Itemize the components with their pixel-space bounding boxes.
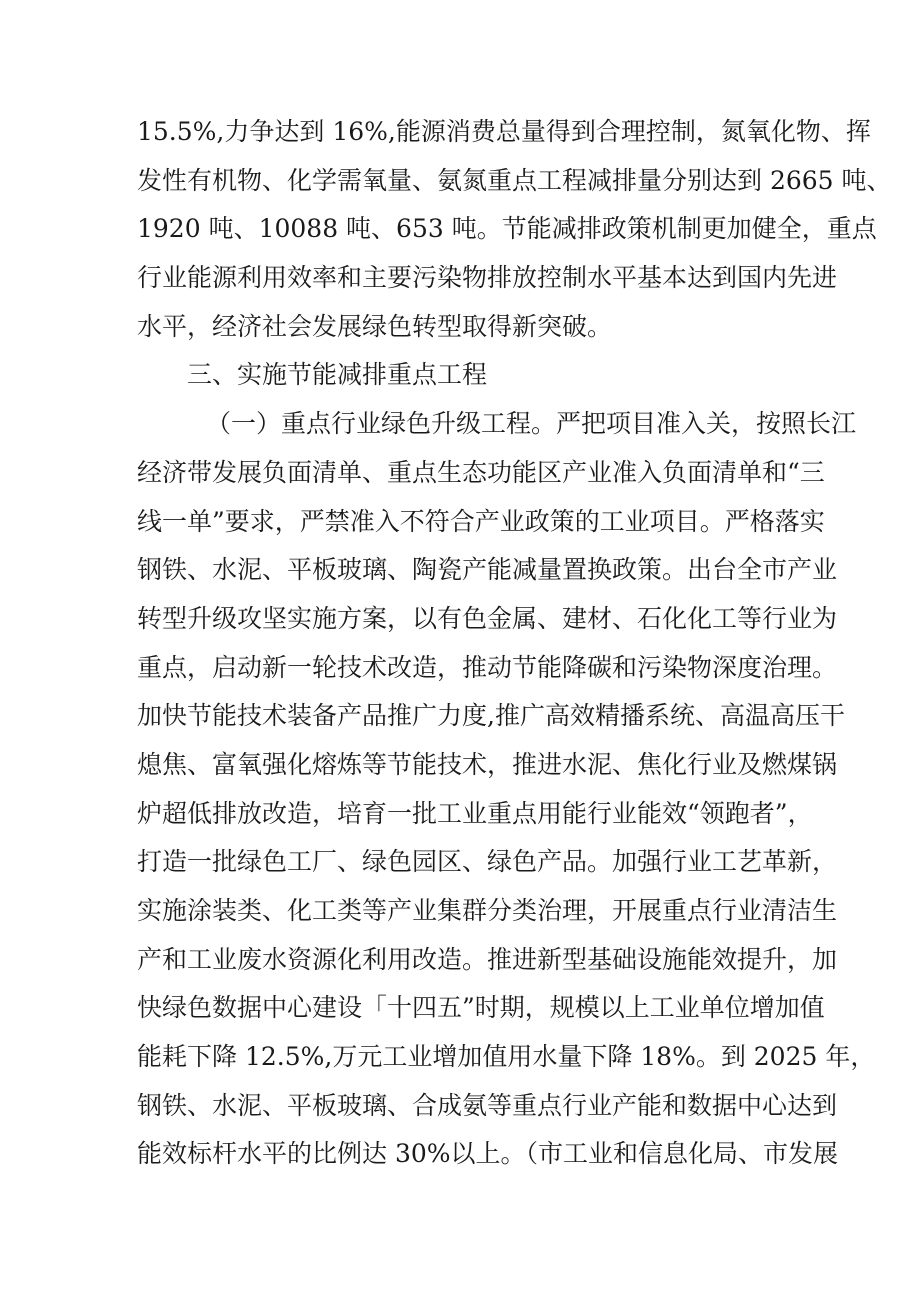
text-line: 产和工业废水资源化利用改造。推进新型基础设施能效提升，加 <box>137 944 838 974</box>
text-line: 熄焦、富氧强化熔炼等节能技术，推进水泥、焦化行业及燃煤锅 <box>137 749 838 779</box>
document-body <box>137 108 892 1179</box>
text-line: 转型升级攻坚实施方案，以有色金属、建材、石化化工等行业为 <box>137 603 838 633</box>
text-line: 发性有机物、化学需氧量、氨氮重点工程减排量分别达到 2665 吨、 <box>137 165 892 195</box>
text-line: 打造一批绿色工厂、绿色园区、绿色产品。加强行业工艺革新， <box>137 847 838 877</box>
text-line: 加快节能技术装备产品推广力度,推广高效精播系统、高温高压干 <box>137 701 845 731</box>
text-line: 快绿色数据中心建设「十四五”时期，规模以上工业单位增加值 <box>137 993 825 1023</box>
text-line: 1920 吨、10088 吨、653 吨。节能减排政策机制更加健全，重点 <box>137 214 877 244</box>
section-heading: 三、实施节能减排重点工程 <box>187 360 488 390</box>
text-line: 炉超低排放改造，培育一批工业重点用能行业能效“领跑者”， <box>137 798 813 828</box>
text-line: 能效标杆水平的比例达 30%以上。（市工业和信息化局、市发展 <box>137 1139 839 1169</box>
text-line: 线一单”要求，严禁准入不符合产业政策的工业项目。严格落实 <box>137 506 825 536</box>
text-line: 能耗下降 12.5%,万元工业增加值用水量下降 18%。到 2025 年， <box>137 1042 876 1072</box>
text-line: （一）重点行业绿色升级工程。严把项目准入关，按照长江 <box>206 409 857 439</box>
text-line: 钢铁、水泥、平板玻璃、陶瓷产能减量置换政策。出台全市产业 <box>137 555 838 585</box>
text-line: 重点，启动新一轮技术改造，推动节能降碳和污染物深度治理。 <box>137 652 838 682</box>
text-line: 经济带发展负面清单、重点生态功能区产业准入负面清单和“三 <box>137 457 825 487</box>
text-line: 水平，经济社会发展绿色转型取得新突破。 <box>137 311 613 341</box>
text-line: 15.5%,力争达到 16%,能源消费总量得到合理控制，氮氧化物、挥 <box>137 117 871 146</box>
text-line: 行业能源利用效率和主要污染物排放控制水平基本达到国内先进 <box>137 263 838 293</box>
text-line: 实施涂装类、化工类等产业集群分类治理，开展重点行业清洁生 <box>137 896 838 925</box>
text-line: 钢铁、水泥、平板玻璃、合成氨等重点行业产能和数据中心达到 <box>137 1090 838 1120</box>
